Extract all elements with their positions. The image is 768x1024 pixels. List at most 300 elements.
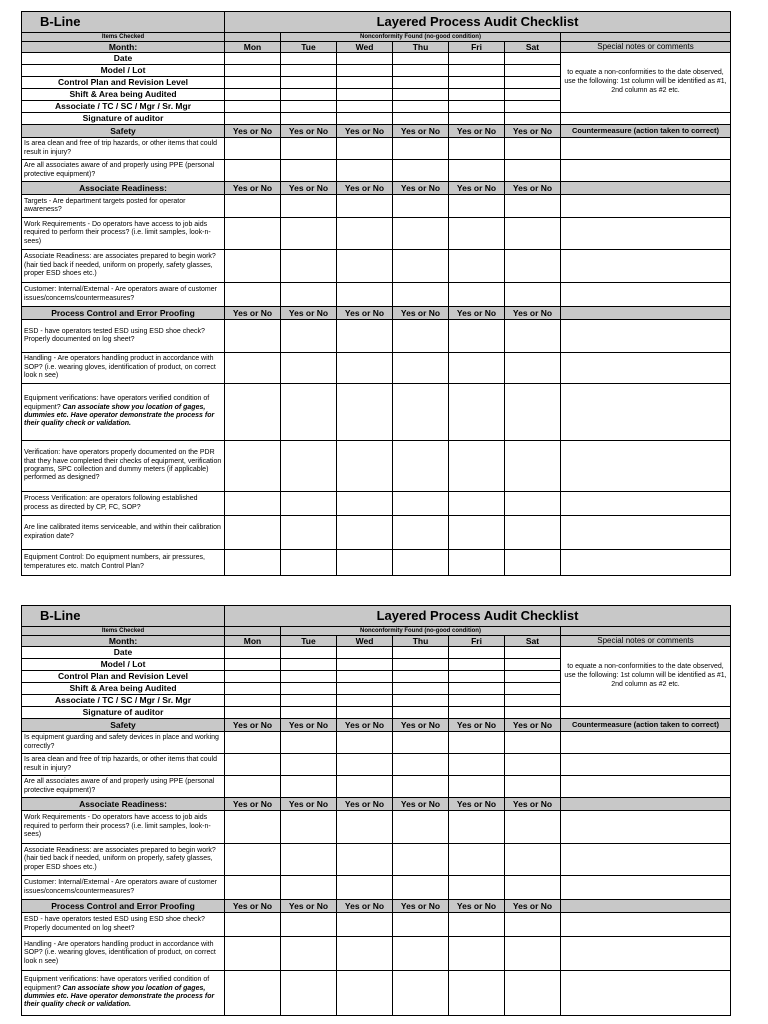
question-body: Is area clean and free of trip hazards, or other items that could result in injury? — [24, 756, 217, 772]
answer-cell[interactable] — [337, 384, 393, 441]
countermeasure-cell[interactable] — [561, 441, 731, 492]
countermeasure-cell[interactable] — [561, 754, 731, 776]
entry-cell[interactable] — [505, 65, 561, 77]
answer-cell[interactable] — [337, 516, 393, 550]
entry-cell[interactable] — [505, 707, 561, 719]
yes-no-header: Yes or No — [281, 798, 337, 811]
answer-cell[interactable] — [393, 971, 449, 1016]
answer-cell[interactable] — [449, 160, 505, 182]
answer-cell[interactable] — [393, 550, 449, 576]
checklist-2 — [21, 605, 730, 1016]
info-row — [22, 113, 731, 125]
answer-cell[interactable] — [337, 160, 393, 182]
answer-cell[interactable] — [281, 971, 337, 1016]
answer-cell[interactable] — [281, 218, 337, 250]
countermeasure-cell[interactable] — [561, 195, 731, 218]
answer-cell[interactable] — [449, 218, 505, 250]
entry-cell[interactable] — [393, 695, 449, 707]
answer-cell[interactable] — [505, 441, 561, 492]
answer-cell[interactable] — [337, 283, 393, 307]
answer-cell[interactable] — [393, 732, 449, 754]
answer-cell[interactable] — [281, 876, 337, 900]
items-checked-label: Items Checked — [22, 627, 225, 636]
entry-cell[interactable] — [505, 671, 561, 683]
question-body: Are all associates aware of and properly using PPE (personal protective equipment)? — [24, 778, 215, 794]
answer-cell[interactable] — [225, 776, 281, 798]
day-header-mon: Mon — [225, 636, 281, 647]
countermeasure-cell[interactable] — [561, 218, 731, 250]
answer-cell[interactable] — [225, 754, 281, 776]
answer-cell[interactable] — [337, 732, 393, 754]
answer-cell[interactable] — [281, 550, 337, 576]
answer-cell[interactable] — [393, 441, 449, 492]
entry-cell[interactable] — [505, 113, 561, 125]
answer-cell[interactable] — [393, 844, 449, 876]
answer-cell[interactable] — [337, 550, 393, 576]
answer-cell[interactable] — [225, 913, 281, 937]
answer-cell[interactable] — [393, 492, 449, 516]
question-row — [22, 550, 731, 576]
answer-cell[interactable] — [449, 138, 505, 160]
blank-cell — [225, 627, 281, 636]
answer-cell[interactable] — [393, 138, 449, 160]
entry-cell[interactable] — [449, 671, 505, 683]
answer-cell[interactable] — [449, 320, 505, 353]
answer-cell[interactable] — [505, 776, 561, 798]
answer-cell[interactable] — [393, 937, 449, 971]
entry-cell[interactable] — [393, 101, 449, 113]
countermeasure-cell[interactable] — [561, 811, 731, 844]
entry-cell[interactable] — [225, 113, 281, 125]
answer-cell[interactable] — [393, 353, 449, 384]
question-emphasis: Can associate show you location of gages, dummies etc. Have operator demonstrate the process for their quality check or validation. — [24, 984, 215, 1009]
answer-cell[interactable] — [449, 441, 505, 492]
question-body: Are all associates aware of and properly using PPE (personal protective equipment)? — [24, 162, 215, 178]
countermeasure-cell[interactable] — [561, 913, 731, 937]
countermeasure-cell[interactable] — [561, 844, 731, 876]
answer-cell[interactable] — [281, 320, 337, 353]
entry-cell[interactable] — [281, 65, 337, 77]
entry-cell[interactable] — [505, 101, 561, 113]
entry-cell[interactable] — [337, 113, 393, 125]
answer-cell[interactable] — [505, 550, 561, 576]
entry-cell[interactable] — [281, 671, 337, 683]
answer-cell[interactable] — [281, 283, 337, 307]
question-row — [22, 732, 731, 754]
answer-cell[interactable] — [225, 811, 281, 844]
entry-cell[interactable] — [281, 77, 337, 89]
answer-cell[interactable] — [449, 971, 505, 1016]
answer-cell[interactable] — [393, 384, 449, 441]
answer-cell[interactable] — [337, 754, 393, 776]
question-row — [22, 754, 731, 776]
entry-cell[interactable] — [393, 671, 449, 683]
entry-cell[interactable] — [225, 65, 281, 77]
countermeasure-cell[interactable] — [561, 320, 731, 353]
answer-cell[interactable] — [337, 492, 393, 516]
answer-cell[interactable] — [281, 160, 337, 182]
question-row — [22, 138, 731, 160]
answer-cell[interactable] — [337, 353, 393, 384]
answer-cell[interactable] — [505, 937, 561, 971]
answer-cell[interactable] — [337, 913, 393, 937]
entry-cell[interactable] — [225, 707, 281, 719]
answer-cell[interactable] — [225, 550, 281, 576]
entry-cell[interactable] — [337, 707, 393, 719]
entry-cell[interactable] — [449, 113, 505, 125]
answer-cell[interactable] — [225, 320, 281, 353]
yes-no-header: Yes or No — [281, 900, 337, 913]
answer-cell[interactable] — [281, 195, 337, 218]
answer-cell[interactable] — [225, 250, 281, 283]
answer-cell[interactable] — [337, 937, 393, 971]
yes-no-header: Yes or No — [393, 719, 449, 732]
question-text — [22, 732, 225, 754]
answer-cell[interactable] — [449, 250, 505, 283]
answer-cell[interactable] — [225, 218, 281, 250]
answer-cell[interactable] — [225, 516, 281, 550]
entry-cell[interactable] — [281, 659, 337, 671]
answer-cell[interactable] — [393, 913, 449, 937]
answer-cell[interactable] — [505, 353, 561, 384]
countermeasure-cell[interactable] — [561, 971, 731, 1016]
answer-cell[interactable] — [225, 492, 281, 516]
answer-cell[interactable] — [505, 138, 561, 160]
answer-cell[interactable] — [505, 283, 561, 307]
question-text — [22, 516, 225, 550]
entry-cell[interactable] — [337, 683, 393, 695]
entry-cell[interactable] — [449, 77, 505, 89]
entry-cell[interactable] — [281, 53, 337, 65]
answer-cell[interactable] — [505, 732, 561, 754]
answer-cell[interactable] — [281, 516, 337, 550]
subheader-row — [22, 627, 731, 636]
answer-cell[interactable] — [505, 384, 561, 441]
question-row — [22, 384, 731, 441]
entry-cell[interactable] — [225, 671, 281, 683]
entry-cell[interactable] — [393, 707, 449, 719]
answer-cell[interactable] — [505, 971, 561, 1016]
countermeasure-cell[interactable] — [561, 250, 731, 283]
entry-cell[interactable] — [337, 89, 393, 101]
info-label: Date — [22, 647, 225, 659]
entry-cell[interactable] — [337, 647, 393, 659]
answer-cell[interactable] — [449, 283, 505, 307]
entry-cell[interactable] — [337, 53, 393, 65]
nonconformity-label: Nonconformity Found (no-good condition) — [281, 33, 561, 42]
question-row — [22, 971, 731, 1016]
countermeasure-header: Countermeasure (action taken to correct) — [561, 719, 731, 732]
answer-cell[interactable] — [393, 195, 449, 218]
entry-cell[interactable] — [393, 89, 449, 101]
question-row — [22, 811, 731, 844]
answer-cell[interactable] — [505, 913, 561, 937]
answer-cell[interactable] — [281, 353, 337, 384]
entry-cell[interactable] — [225, 89, 281, 101]
countermeasure-cell[interactable] — [561, 492, 731, 516]
question-text — [22, 160, 225, 182]
answer-cell[interactable] — [505, 492, 561, 516]
answer-cell[interactable] — [505, 218, 561, 250]
section-title: Process Control and Error Proofing — [22, 307, 225, 320]
answer-cell[interactable] — [505, 195, 561, 218]
answer-cell[interactable] — [281, 754, 337, 776]
section-title: Process Control and Error Proofing — [22, 900, 225, 913]
countermeasure-cell[interactable] — [561, 353, 731, 384]
answer-cell[interactable] — [449, 754, 505, 776]
question-text — [22, 138, 225, 160]
entry-cell[interactable] — [449, 89, 505, 101]
countermeasure-cell[interactable] — [561, 732, 731, 754]
entry-cell[interactable] — [393, 53, 449, 65]
answer-cell[interactable] — [393, 283, 449, 307]
entry-cell[interactable] — [449, 695, 505, 707]
answer-cell[interactable] — [281, 913, 337, 937]
answer-cell[interactable] — [337, 811, 393, 844]
countermeasure-cell[interactable] — [561, 384, 731, 441]
answer-cell[interactable] — [225, 876, 281, 900]
entry-cell[interactable] — [505, 659, 561, 671]
answer-cell[interactable] — [449, 384, 505, 441]
section-title: Safety — [22, 719, 225, 732]
answer-cell[interactable] — [505, 754, 561, 776]
section-title: Associate Readiness: — [22, 798, 225, 811]
answer-cell[interactable] — [225, 732, 281, 754]
yes-no-header: Yes or No — [225, 719, 281, 732]
entry-cell[interactable] — [505, 695, 561, 707]
answer-cell[interactable] — [225, 353, 281, 384]
answer-cell[interactable] — [225, 195, 281, 218]
countermeasure-cell[interactable] — [561, 937, 731, 971]
answer-cell[interactable] — [225, 160, 281, 182]
question-body: ESD - have operators tested ESD using ESD shoe check? Properly documented on log sheet? — [24, 916, 205, 932]
entry-cell[interactable] — [505, 53, 561, 65]
answer-cell[interactable] — [225, 441, 281, 492]
answer-cell[interactable] — [337, 138, 393, 160]
entry-cell[interactable] — [225, 659, 281, 671]
answer-cell[interactable] — [449, 732, 505, 754]
yes-no-header: Yes or No — [449, 900, 505, 913]
answer-cell[interactable] — [393, 811, 449, 844]
section-header — [22, 900, 731, 913]
month-label: Month: — [22, 636, 225, 647]
answer-cell[interactable] — [449, 937, 505, 971]
countermeasure-cell[interactable] — [561, 516, 731, 550]
answer-cell[interactable] — [337, 320, 393, 353]
answer-cell[interactable] — [393, 250, 449, 283]
answer-cell[interactable] — [449, 550, 505, 576]
entry-cell[interactable] — [449, 53, 505, 65]
entry-cell[interactable] — [561, 113, 731, 125]
entry-cell[interactable] — [281, 89, 337, 101]
answer-cell[interactable] — [505, 160, 561, 182]
info-label: Shift & Area being Audited — [22, 683, 225, 695]
entry-cell[interactable] — [393, 77, 449, 89]
yes-no-header: Yes or No — [505, 182, 561, 195]
answer-cell[interactable] — [505, 811, 561, 844]
entry-cell[interactable] — [337, 101, 393, 113]
answer-cell[interactable] — [225, 283, 281, 307]
answer-cell[interactable] — [449, 195, 505, 218]
answer-cell[interactable] — [449, 516, 505, 550]
answer-cell[interactable] — [393, 754, 449, 776]
entry-cell[interactable] — [505, 89, 561, 101]
answer-cell[interactable] — [225, 937, 281, 971]
answer-cell[interactable] — [393, 776, 449, 798]
entry-cell[interactable] — [449, 683, 505, 695]
entry-cell[interactable] — [337, 671, 393, 683]
answer-cell[interactable] — [393, 320, 449, 353]
answer-cell[interactable] — [505, 320, 561, 353]
blank-cell — [561, 627, 731, 636]
question-body: Handling - Are operators handling product in accordance with SOP? (i.e. wearing gloves, identification of product, on correct look n see) — [24, 940, 216, 965]
notes-header: Special notes or comments — [561, 636, 731, 647]
entry-cell[interactable] — [449, 707, 505, 719]
answer-cell[interactable] — [225, 384, 281, 441]
countermeasure-cell[interactable] — [561, 776, 731, 798]
answer-cell[interactable] — [505, 876, 561, 900]
answer-cell[interactable] — [337, 776, 393, 798]
answer-cell[interactable] — [393, 218, 449, 250]
answer-cell[interactable] — [225, 844, 281, 876]
answer-cell[interactable] — [337, 195, 393, 218]
countermeasure-cell[interactable] — [561, 283, 731, 307]
countermeasure-cell[interactable] — [561, 876, 731, 900]
answer-cell[interactable] — [393, 516, 449, 550]
entry-cell[interactable] — [393, 659, 449, 671]
countermeasure-cell[interactable] — [561, 138, 731, 160]
entry-cell[interactable] — [337, 659, 393, 671]
page-title: Layered Process Audit Checklist — [225, 12, 731, 33]
blank-cell — [561, 307, 731, 320]
answer-cell[interactable] — [505, 250, 561, 283]
answer-cell[interactable] — [281, 776, 337, 798]
page-title: Layered Process Audit Checklist — [225, 606, 731, 627]
answer-cell[interactable] — [281, 250, 337, 283]
yes-no-header: Yes or No — [449, 307, 505, 320]
entry-cell[interactable] — [225, 683, 281, 695]
answer-cell[interactable] — [281, 732, 337, 754]
yes-no-header: Yes or No — [449, 182, 505, 195]
entry-cell[interactable] — [561, 707, 731, 719]
answer-cell[interactable] — [281, 441, 337, 492]
entry-cell[interactable] — [337, 65, 393, 77]
yes-no-header: Yes or No — [337, 900, 393, 913]
month-row — [22, 42, 731, 53]
answer-cell[interactable] — [449, 776, 505, 798]
answer-cell[interactable] — [393, 160, 449, 182]
blank-cell — [561, 33, 731, 42]
answer-cell[interactable] — [449, 913, 505, 937]
question-text — [22, 776, 225, 798]
answer-cell[interactable] — [505, 516, 561, 550]
answer-cell[interactable] — [449, 876, 505, 900]
entry-cell[interactable] — [281, 647, 337, 659]
entry-cell[interactable] — [393, 65, 449, 77]
yes-no-header: Yes or No — [505, 798, 561, 811]
yes-no-header: Yes or No — [337, 125, 393, 138]
answer-cell[interactable] — [281, 492, 337, 516]
countermeasure-cell[interactable] — [561, 160, 731, 182]
answer-cell[interactable] — [505, 844, 561, 876]
question-text — [22, 937, 225, 971]
answer-cell[interactable] — [449, 353, 505, 384]
entry-cell[interactable] — [337, 695, 393, 707]
question-text — [22, 971, 225, 1016]
answer-cell[interactable] — [225, 971, 281, 1016]
entry-cell[interactable] — [393, 683, 449, 695]
day-header-tue: Tue — [281, 42, 337, 53]
yes-no-header: Yes or No — [393, 125, 449, 138]
answer-cell[interactable] — [449, 811, 505, 844]
answer-cell[interactable] — [337, 250, 393, 283]
countermeasure-cell[interactable] — [561, 550, 731, 576]
entry-cell[interactable] — [225, 101, 281, 113]
entry-cell[interactable] — [505, 77, 561, 89]
notes-header: Special notes or comments — [561, 42, 731, 53]
question-row — [22, 283, 731, 307]
answer-cell[interactable] — [449, 844, 505, 876]
answer-cell[interactable] — [281, 811, 337, 844]
entry-cell[interactable] — [505, 683, 561, 695]
section-header — [22, 719, 731, 732]
answer-cell[interactable] — [281, 384, 337, 441]
answer-cell[interactable] — [281, 937, 337, 971]
yes-no-header: Yes or No — [505, 125, 561, 138]
entry-cell[interactable] — [281, 695, 337, 707]
answer-cell[interactable] — [281, 138, 337, 160]
answer-cell[interactable] — [337, 844, 393, 876]
answer-cell[interactable] — [337, 218, 393, 250]
answer-cell[interactable] — [225, 138, 281, 160]
question-body: Associate Readiness: are associates prepared to begin work? (hair tied back if needed, uniform on properly, safety glasses, proper ESD shoes etc.) — [24, 253, 216, 278]
info-row — [22, 707, 731, 719]
entry-cell[interactable] — [449, 647, 505, 659]
entry-cell[interactable] — [225, 77, 281, 89]
entry-cell[interactable] — [225, 695, 281, 707]
entry-cell[interactable] — [449, 65, 505, 77]
entry-cell[interactable] — [393, 113, 449, 125]
entry-cell[interactable] — [225, 647, 281, 659]
question-row — [22, 492, 731, 516]
question-row — [22, 353, 731, 384]
yes-no-header: Yes or No — [281, 182, 337, 195]
question-text — [22, 441, 225, 492]
answer-cell[interactable] — [449, 492, 505, 516]
entry-cell[interactable] — [393, 647, 449, 659]
yes-no-header: Yes or No — [337, 719, 393, 732]
subheader-row — [22, 33, 731, 42]
day-header-tue: Tue — [281, 636, 337, 647]
answer-cell[interactable] — [337, 971, 393, 1016]
answer-cell[interactable] — [281, 844, 337, 876]
entry-cell[interactable] — [225, 53, 281, 65]
entry-cell[interactable] — [281, 101, 337, 113]
entry-cell[interactable] — [449, 659, 505, 671]
info-label: Associate / TC / SC / Mgr / Sr. Mgr — [22, 101, 225, 113]
question-row — [22, 876, 731, 900]
answer-cell[interactable] — [337, 441, 393, 492]
entry-cell[interactable] — [281, 707, 337, 719]
entry-cell[interactable] — [281, 683, 337, 695]
entry-cell[interactable] — [449, 101, 505, 113]
answer-cell[interactable] — [337, 876, 393, 900]
entry-cell[interactable] — [337, 77, 393, 89]
info-label: Signature of auditor — [22, 707, 225, 719]
entry-cell[interactable] — [281, 113, 337, 125]
entry-cell[interactable] — [505, 647, 561, 659]
answer-cell[interactable] — [393, 876, 449, 900]
